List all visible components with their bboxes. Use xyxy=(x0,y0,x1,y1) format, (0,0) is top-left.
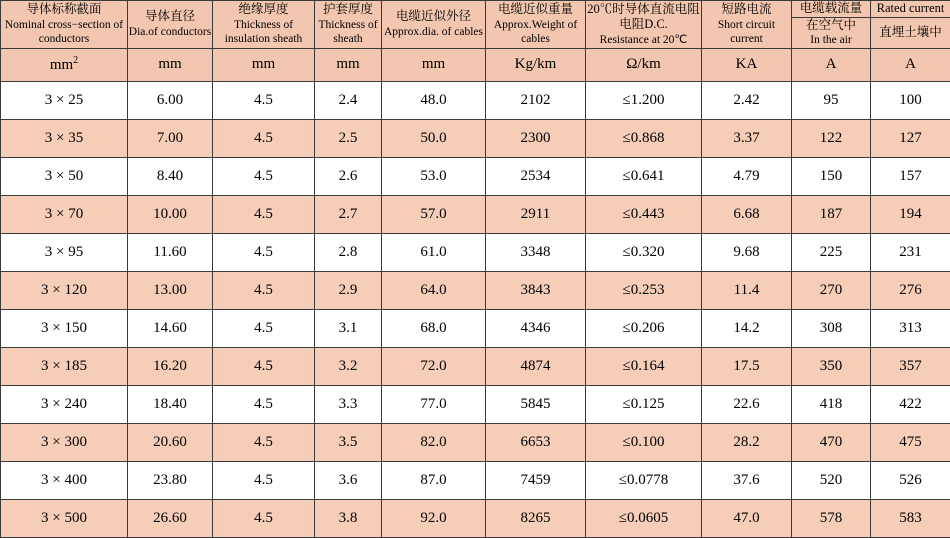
cell-direct-buried-soil: 526 xyxy=(871,461,950,499)
cell-approx-outer-diameter: 82.0 xyxy=(382,423,486,461)
table-row xyxy=(1,423,950,461)
cell-nominal-cross-section: 3 × 120 xyxy=(1,271,128,309)
header-approx-weight xyxy=(486,1,586,49)
cell-sheath-thickness: 2.6 xyxy=(315,157,382,195)
cell-nominal-cross-section: 3 × 300 xyxy=(1,423,128,461)
cell-conductor-diameter: 16.20 xyxy=(128,347,213,385)
cell-nominal-cross-section: 3 × 70 xyxy=(1,195,128,233)
cell-nominal-cross-section: 3 × 25 xyxy=(1,81,128,119)
cell-nominal-cross-section: 3 × 50 xyxy=(1,157,128,195)
cell-nominal-cross-section: 3 × 185 xyxy=(1,347,128,385)
unit-short-circuit-current: KA xyxy=(702,48,792,81)
unit-approx-outer-diameter: mm xyxy=(382,48,486,81)
table-row xyxy=(1,119,950,157)
cell-sheath-thickness: 2.8 xyxy=(315,233,382,271)
cell-approx-outer-diameter: 53.0 xyxy=(382,157,486,195)
cell-short-circuit-current: 28.2 xyxy=(702,423,792,461)
table-row xyxy=(1,271,950,309)
header-cn-text: 绝缘厚度 xyxy=(238,2,289,17)
cell-approx-weight: 5845 xyxy=(486,385,586,423)
cell-dc-resistance: ≤0.253 xyxy=(586,271,702,309)
cell-approx-outer-diameter: 61.0 xyxy=(382,233,486,271)
header-cn-text: 短路电流 xyxy=(721,2,772,17)
cell-insulation-thickness: 4.5 xyxy=(213,271,315,309)
cell-dc-resistance: ≤0.125 xyxy=(586,385,702,423)
cell-direct-buried-soil: 157 xyxy=(871,157,950,195)
header-cn-text: 导体直径 xyxy=(144,9,195,24)
cell-nominal-cross-section: 3 × 35 xyxy=(1,119,128,157)
cell-sheath-thickness: 3.5 xyxy=(315,423,382,461)
table-row xyxy=(1,499,950,537)
unit-insulation-thickness: mm xyxy=(213,48,315,81)
header-cn-text: 在空气中 xyxy=(805,17,856,32)
cell-in-the-air: 95 xyxy=(792,81,871,119)
table-row xyxy=(1,309,950,347)
header-cn-text-2: 电阻D.C. xyxy=(619,17,668,32)
cell-sheath-thickness: 2.4 xyxy=(315,81,382,119)
cell-insulation-thickness: 4.5 xyxy=(213,157,315,195)
cell-dc-resistance: ≤0.164 xyxy=(586,347,702,385)
cell-insulation-thickness: 4.5 xyxy=(213,423,315,461)
header-insulation-thickness xyxy=(213,1,315,49)
cell-approx-weight: 2534 xyxy=(486,157,586,195)
header-direct-buried-soil xyxy=(871,17,950,48)
header-cn-text: 电缆近似外径 xyxy=(395,9,471,24)
cell-sheath-thickness: 2.9 xyxy=(315,271,382,309)
table-row xyxy=(1,347,950,385)
cell-in-the-air: 187 xyxy=(792,195,871,233)
cell-dc-resistance: ≤0.641 xyxy=(586,157,702,195)
cell-insulation-thickness: 4.5 xyxy=(213,461,315,499)
cell-dc-resistance: ≤0.0605 xyxy=(586,499,702,537)
table-row xyxy=(1,157,950,195)
header-in-the-air xyxy=(792,17,871,48)
cell-dc-resistance: ≤0.320 xyxy=(586,233,702,271)
cell-approx-weight: 4874 xyxy=(486,347,586,385)
cell-direct-buried-soil: 231 xyxy=(871,233,950,271)
cell-dc-resistance: ≤1.200 xyxy=(586,81,702,119)
cell-nominal-cross-section: 3 × 500 xyxy=(1,499,128,537)
cell-approx-weight: 8265 xyxy=(486,499,586,537)
header-en-text: In the air xyxy=(810,34,852,47)
header-conductor-diameter xyxy=(128,1,213,49)
cell-dc-resistance: ≤0.206 xyxy=(586,309,702,347)
cell-sheath-thickness: 2.7 xyxy=(315,195,382,233)
header-cn-text: 护套厚度 xyxy=(322,2,373,17)
cell-approx-outer-diameter: 72.0 xyxy=(382,347,486,385)
cell-short-circuit-current: 9.68 xyxy=(702,233,792,271)
header-en-text: Thickness of insulation sheath xyxy=(224,18,303,46)
unit-approx-weight: Kg/km xyxy=(486,48,586,81)
cell-direct-buried-soil: 194 xyxy=(871,195,950,233)
header-en-text: Nominal cross−section of conductors xyxy=(4,18,124,46)
cell-dc-resistance: ≤0.443 xyxy=(586,195,702,233)
table-row xyxy=(1,461,950,499)
unit-dc-resistance: Ω/km xyxy=(586,48,702,81)
table-row xyxy=(1,195,950,233)
cell-in-the-air: 418 xyxy=(792,385,871,423)
cell-in-the-air: 225 xyxy=(792,233,871,271)
cell-short-circuit-current: 37.6 xyxy=(702,461,792,499)
cell-approx-weight: 7459 xyxy=(486,461,586,499)
cell-approx-weight: 4346 xyxy=(486,309,586,347)
cell-short-circuit-current: 22.6 xyxy=(702,385,792,423)
table-header-row xyxy=(1,1,950,18)
header-short-circuit-current xyxy=(702,1,792,49)
cell-insulation-thickness: 4.5 xyxy=(213,233,315,271)
cell-nominal-cross-section: 3 × 95 xyxy=(1,233,128,271)
header-cn-text: 电缆近似重量 xyxy=(497,2,573,17)
cell-insulation-thickness: 4.5 xyxy=(213,119,315,157)
cell-short-circuit-current: 3.37 xyxy=(702,119,792,157)
cell-sheath-thickness: 3.6 xyxy=(315,461,382,499)
cell-direct-buried-soil: 127 xyxy=(871,119,950,157)
cell-short-circuit-current: 2.42 xyxy=(702,81,792,119)
cell-dc-resistance: ≤0.0778 xyxy=(586,461,702,499)
cell-dc-resistance: ≤0.868 xyxy=(586,119,702,157)
cell-approx-outer-diameter: 48.0 xyxy=(382,81,486,119)
header-dc-resistance xyxy=(586,1,702,49)
cell-in-the-air: 122 xyxy=(792,119,871,157)
cell-approx-weight: 3843 xyxy=(486,271,586,309)
cell-insulation-thickness: 4.5 xyxy=(213,385,315,423)
cell-conductor-diameter: 10.00 xyxy=(128,195,213,233)
header-cn-text: 电缆载流量 xyxy=(799,1,863,15)
cell-direct-buried-soil: 422 xyxy=(871,385,950,423)
header-en-text: Resistance at 20℃ xyxy=(599,33,688,46)
cell-approx-outer-diameter: 87.0 xyxy=(382,461,486,499)
cell-dc-resistance: ≤0.100 xyxy=(586,423,702,461)
table-body xyxy=(1,81,950,537)
table-row xyxy=(1,233,950,271)
cell-approx-weight: 2911 xyxy=(486,195,586,233)
cell-sheath-thickness: 3.3 xyxy=(315,385,382,423)
cell-approx-weight: 3348 xyxy=(486,233,586,271)
cell-approx-weight: 2102 xyxy=(486,81,586,119)
unit-direct-buried-soil: A xyxy=(871,48,950,81)
table-row xyxy=(1,385,950,423)
cell-nominal-cross-section: 3 × 400 xyxy=(1,461,128,499)
cell-sheath-thickness: 2.5 xyxy=(315,119,382,157)
cell-short-circuit-current: 11.4 xyxy=(702,271,792,309)
cell-insulation-thickness: 4.5 xyxy=(213,195,315,233)
cell-short-circuit-current: 6.68 xyxy=(702,195,792,233)
cell-conductor-diameter: 6.00 xyxy=(128,81,213,119)
cell-nominal-cross-section: 3 × 240 xyxy=(1,385,128,423)
cell-sheath-thickness: 3.8 xyxy=(315,499,382,537)
cell-direct-buried-soil: 313 xyxy=(871,309,950,347)
unit-conductor-diameter: mm xyxy=(128,48,213,81)
cell-direct-buried-soil: 475 xyxy=(871,423,950,461)
cell-short-circuit-current: 47.0 xyxy=(702,499,792,537)
cell-conductor-diameter: 18.40 xyxy=(128,385,213,423)
cell-in-the-air: 520 xyxy=(792,461,871,499)
cell-approx-outer-diameter: 50.0 xyxy=(382,119,486,157)
header-current-carrying-group xyxy=(792,1,871,18)
cell-insulation-thickness: 4.5 xyxy=(213,81,315,119)
cell-conductor-diameter: 8.40 xyxy=(128,157,213,195)
header-en-text: Dia.of conductors xyxy=(128,25,212,38)
table-unit-row xyxy=(1,48,950,81)
header-en-text: Approx.Weight of cables xyxy=(493,18,578,46)
cell-insulation-thickness: 4.5 xyxy=(213,309,315,347)
cell-short-circuit-current: 4.79 xyxy=(702,157,792,195)
cell-conductor-diameter: 11.60 xyxy=(128,233,213,271)
cell-insulation-thickness: 4.5 xyxy=(213,347,315,385)
cell-direct-buried-soil: 357 xyxy=(871,347,950,385)
unit-nominal-cross-section: $mm^2$ xyxy=(1,48,128,81)
cell-sheath-thickness: 3.2 xyxy=(315,347,382,385)
header-en-text: Short circuit current xyxy=(717,18,776,46)
header-approx-outer-diameter xyxy=(382,1,486,49)
cell-conductor-diameter: 23.80 xyxy=(128,461,213,499)
header-en-text: Approx.dia. of cables xyxy=(384,25,483,38)
cell-nominal-cross-section: 3 × 150 xyxy=(1,309,128,347)
cell-in-the-air: 150 xyxy=(792,157,871,195)
cell-conductor-diameter: 7.00 xyxy=(128,119,213,157)
header-rated-current xyxy=(871,1,950,18)
cell-direct-buried-soil: 276 xyxy=(871,271,950,309)
cell-approx-outer-diameter: 57.0 xyxy=(382,195,486,233)
header-en-text: Rated current xyxy=(876,1,945,15)
cell-approx-weight: 2300 xyxy=(486,119,586,157)
header-cn-text: 直埋土壤中 xyxy=(879,24,942,39)
header-nominal-cross-section xyxy=(1,1,128,49)
cell-insulation-thickness: 4.5 xyxy=(213,499,315,537)
cell-conductor-diameter: 13.00 xyxy=(128,271,213,309)
table-row xyxy=(1,81,950,119)
cell-approx-outer-diameter: 68.0 xyxy=(382,309,486,347)
cell-conductor-diameter: 20.60 xyxy=(128,423,213,461)
cell-in-the-air: 578 xyxy=(792,499,871,537)
header-en-text: Thickness of sheath xyxy=(318,18,378,46)
header-sheath-thickness xyxy=(315,1,382,49)
cell-direct-buried-soil: 100 xyxy=(871,81,950,119)
cell-approx-outer-diameter: 64.0 xyxy=(382,271,486,309)
header-cn-text: 20℃时导体直流电阻 xyxy=(587,1,700,16)
cell-conductor-diameter: 14.60 xyxy=(128,309,213,347)
unit-sheath-thickness: mm xyxy=(315,48,382,81)
cell-short-circuit-current: 17.5 xyxy=(702,347,792,385)
unit-in-the-air: A xyxy=(792,48,871,81)
cell-in-the-air: 350 xyxy=(792,347,871,385)
header-cn-text: 导体标称截面 xyxy=(26,2,102,17)
cell-in-the-air: 470 xyxy=(792,423,871,461)
cell-short-circuit-current: 14.2 xyxy=(702,309,792,347)
cell-in-the-air: 270 xyxy=(792,271,871,309)
cell-conductor-diameter: 26.60 xyxy=(128,499,213,537)
cell-direct-buried-soil: 583 xyxy=(871,499,950,537)
cell-sheath-thickness: 3.1 xyxy=(315,309,382,347)
cell-in-the-air: 308 xyxy=(792,309,871,347)
cell-approx-outer-diameter: 92.0 xyxy=(382,499,486,537)
cell-approx-weight: 6653 xyxy=(486,423,586,461)
cell-approx-outer-diameter: 77.0 xyxy=(382,385,486,423)
